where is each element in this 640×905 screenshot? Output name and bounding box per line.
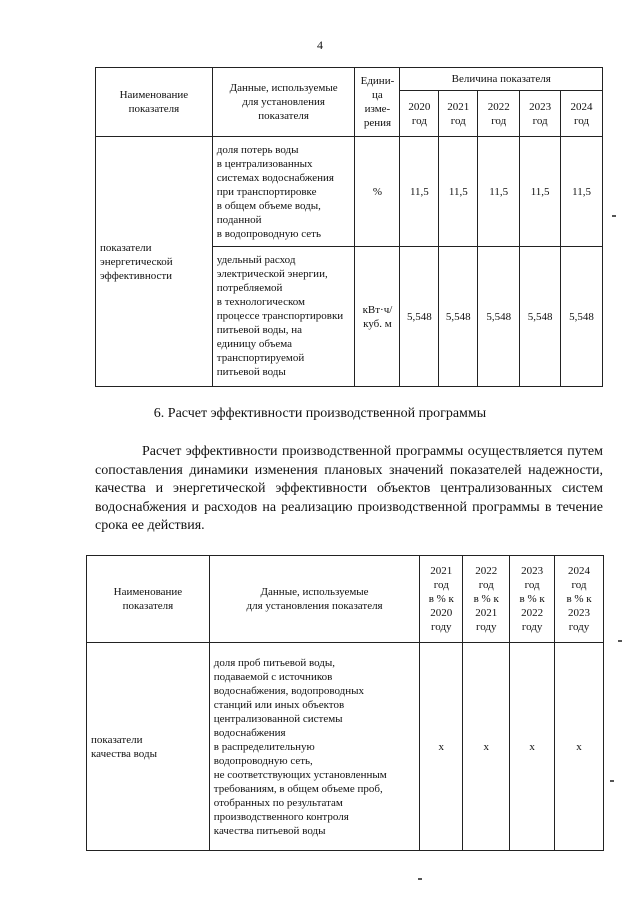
row-description: доля проб питьевой воды, подаваемой с источников водоснабжения, водопроводных станций или иных объектов централизованной системы водоснабжения в распределительную водопроводную сеть, не соответствующих установленным требованиям, в общем объеме проб, отобранных по результатам производственного контроля качества питьевой воды [209, 643, 420, 851]
header-year: 2021 год в % к 2020 году [420, 556, 463, 643]
value-cell: х [555, 643, 604, 851]
page-number: 4 [317, 38, 323, 52]
scan-speck [612, 215, 616, 217]
header-indicator-value: Величина показателя [400, 68, 603, 91]
header-source-data: Данные, используемые для установления показателя [209, 556, 420, 643]
row-unit: кВт·ч/ куб. м [355, 247, 400, 387]
header-year: 2022 год в % к 2021 году [463, 556, 510, 643]
section-heading: 6. Расчет эффективности производственной программы [153, 406, 487, 421]
row-unit: % [355, 137, 400, 247]
header-year: 2023 год [520, 91, 561, 137]
value-cell: 11,5 [439, 137, 478, 247]
header-year: 2024 год [561, 91, 603, 137]
value-cell: 11,5 [520, 137, 561, 247]
value-cell: 11,5 [400, 137, 439, 247]
water-quality-table [86, 555, 604, 851]
value-cell: 5,548 [561, 247, 603, 387]
header-unit: Едини- ца изме- рения [355, 68, 400, 137]
header-year: 2021 год [439, 91, 478, 137]
row-description: удельный расход электрической энергии, потребляемой в технологическом процессе транспортировки питьевой воды, на единицу объема транспортируемой питьевой воды [212, 247, 355, 387]
header-year: 2023 год в % к 2022 году [510, 556, 555, 643]
energy-efficiency-table [95, 67, 603, 387]
value-cell: 11,5 [561, 137, 603, 247]
value-cell: х [510, 643, 555, 851]
group-label: показатели энергетической эффективности [96, 137, 213, 387]
value-cell: 5,548 [478, 247, 520, 387]
section-paragraph: Расчет эффективности производственной программы осуществляется путем сопоставления динамики изменения плановых значений показателей надежности, качества и энергетической эффективности объектов централизованных систем водоснабжения и расходов на реализацию производственной программы в течение срока ее действия. [95, 444, 603, 533]
header-source-data: Данные, используемые для установления показателя [212, 68, 355, 137]
value-cell: 5,548 [400, 247, 439, 387]
scan-speck [610, 780, 614, 782]
header-year: 2024 год в % к 2023 году [555, 556, 604, 643]
header-year: 2020 год [400, 91, 439, 137]
value-cell: 5,548 [520, 247, 561, 387]
value-cell: х [420, 643, 463, 851]
row-description: доля потерь воды в централизованных системах водоснабжения при транспортировке в общем объеме воды, поданной в водопроводную сеть [212, 137, 355, 247]
value-cell: 5,548 [439, 247, 478, 387]
table-row [96, 137, 603, 247]
table-row [87, 643, 604, 851]
header-year: 2022 год [478, 91, 520, 137]
header-indicator-name: Наименование показателя [87, 556, 210, 643]
header-indicator-name: Наименование показателя [96, 68, 213, 137]
row-indicator-name: показатели качества воды [87, 643, 210, 851]
scan-speck [418, 878, 422, 880]
scan-speck [618, 640, 622, 642]
value-cell: х [463, 643, 510, 851]
value-cell: 11,5 [478, 137, 520, 247]
